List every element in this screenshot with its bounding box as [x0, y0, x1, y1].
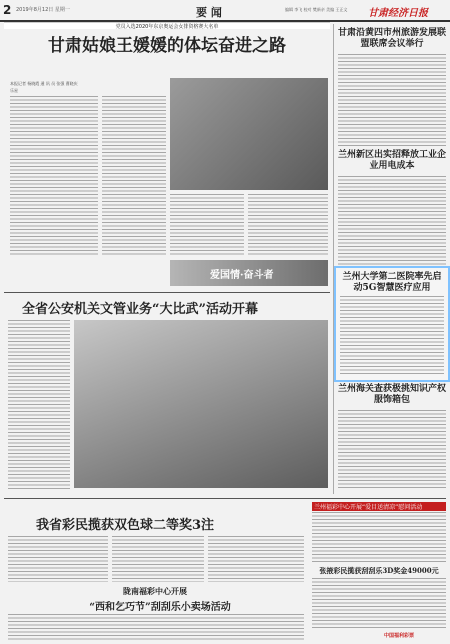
lottery-text-col-2 [112, 536, 204, 582]
lead-photo [170, 78, 328, 190]
patriotic-banner-text: 爱国情·奋斗者 [210, 270, 274, 281]
right-story-3-text [340, 296, 444, 376]
lead-text-col-1 [10, 96, 98, 256]
page-number: 2 [3, 3, 12, 17]
lead-banner: 党员入选2020年东京奥运会女排资格赛大名单 [4, 22, 330, 29]
lead-text-col-4 [248, 194, 328, 256]
police-text-col [8, 320, 70, 490]
lead-text-col-3 [170, 194, 244, 256]
lottery-text-bottom [8, 614, 304, 640]
ad-box-title: 兰州福彩中心开展“爱目送清凉”慰问活动 [312, 502, 446, 511]
section-title: 要 闻 [196, 6, 222, 19]
lottery-text-col-1 [8, 536, 108, 582]
right-story-3-title: 兰州大学第二医院率先启动5G智慧医疗应用 [342, 272, 442, 293]
right-story-4-text [338, 410, 446, 490]
editor-credits: 编辑 李飞 校对 樊新亲 美编 王正文 [285, 7, 348, 12]
right-story-1-text [338, 54, 446, 146]
patriotic-banner [170, 260, 328, 286]
lead-headline: 甘肃姑娘王媛媛的体坛奋进之路 [48, 36, 286, 56]
lead-byline: 本报记者 杨晓霞 通 讯 员 张强 曹晓庆 乐星 [10, 81, 78, 93]
highlighted-story-box [334, 266, 450, 382]
section-rule [4, 292, 330, 293]
lead-text-col-2 [102, 96, 166, 256]
lottery-subhead-2: “西和乞巧节”刮刮乐小卖场活动 [89, 602, 231, 613]
column-divider [333, 24, 334, 494]
footer-logo: 中国福利彩票 [384, 633, 415, 639]
right-story-2-text [338, 176, 446, 268]
ad-box-subtitle: 张掖彩民揽获刮刮乐3D奖金49000元 [319, 566, 439, 575]
police-photo [74, 320, 328, 488]
lottery-headline: 我省彩民揽获双色球二等奖3注 [36, 518, 215, 533]
lottery-rule [4, 498, 446, 499]
masthead-logo: 甘肃经济日报 [368, 8, 428, 19]
police-headline: 全省公安机关文管业务“大比武”活动开幕 [22, 302, 258, 317]
right-story-2-title: 兰州新区出实招释放工业企业用电成本 [338, 150, 447, 171]
ad-box-text-2 [312, 578, 446, 628]
right-story-1-title: 甘肃沿黄四市州旅游发展联盟联席会议举行 [338, 28, 447, 49]
right-story-4-title: 兰州海关查获极挑知识产权服饰箱包 [338, 384, 447, 405]
lottery-text-col-3 [208, 536, 304, 582]
ad-box-text [312, 512, 446, 564]
lottery-subhead: 陇南福彩中心开展 [123, 586, 187, 596]
page-header [0, 0, 450, 22]
issue-date: 2019年8月12日 星期一 [16, 7, 70, 13]
